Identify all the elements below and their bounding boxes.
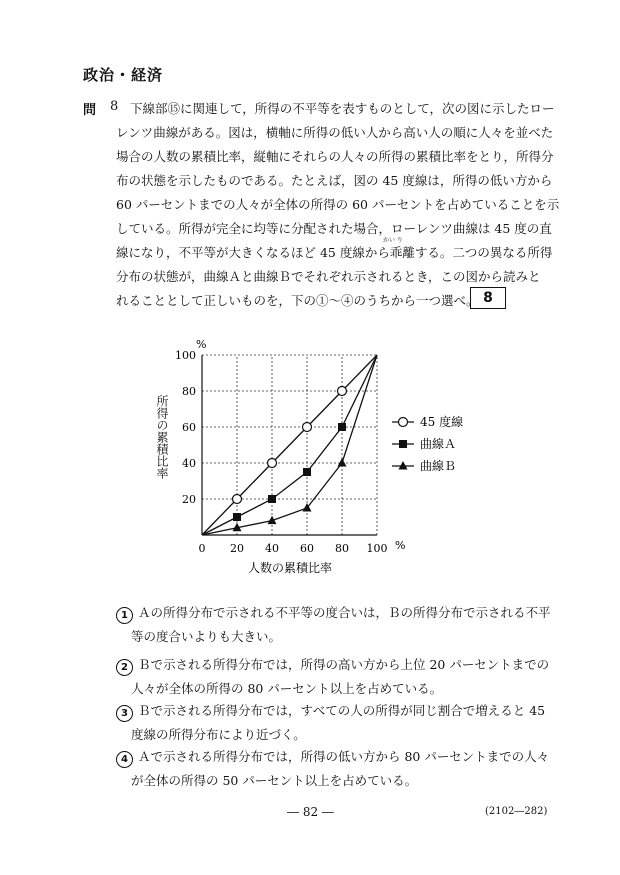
document-code: (2102―282) (485, 806, 548, 817)
question-line-9: れることとして正しいものを，下の①～④のうちから一つ選べ。 (116, 293, 479, 308)
chart-legend (392, 414, 463, 473)
data-point-circle (233, 495, 242, 504)
choice-circle-icon: 1 (116, 607, 133, 624)
series-line (202, 355, 377, 535)
choice-2-line-2: 人々が全体の所得の 80 パーセント以上を占めている。 (131, 681, 443, 696)
lorenz-chart (150, 330, 470, 580)
question-line-5: 60 パーセントまでの人々が全体の所得の 60 パーセントを占めていることを示 (116, 197, 560, 212)
y-axis-label: 所得の累積比率 (155, 395, 169, 479)
y-tick-label: 100 (175, 349, 196, 362)
chart-axes (175, 349, 388, 555)
y-tick-label: 20 (182, 493, 196, 506)
choice-1-line-1: Ａの所得分布で示される不平等の度合いは，Ｂの所得分布で示される不平 (138, 605, 551, 620)
legend-label: 曲線Ｂ (420, 459, 457, 473)
choice-circle-icon: 4 (116, 751, 133, 768)
question-line-1: 下線部⑮に関連して，所得の不平等を表すものとして，次の図に示したロー (130, 101, 555, 116)
x-tick-label: 20 (230, 542, 244, 555)
x-tick-label: 0 (198, 542, 206, 555)
legend-label: 曲線Ａ (420, 437, 457, 451)
question-line-4: 布の状態を示したものである。たとえば，図の 45 度線は，所得の低い方から (116, 173, 553, 188)
data-point-circle (338, 387, 347, 396)
data-point-circle (303, 423, 312, 432)
question-line-2: レンツ曲線がある。図は，横軸に所得の低い人から高い人の順に人々を並べた (116, 125, 554, 140)
question-line-3: 場合の人数の累積比率，縦軸にそれらの人々の所得の累積比率をとり，所得分 (116, 149, 554, 164)
choice-2-line-1: Ｂで示される所得分布では，所得の高い方から上位 20 パーセントまでの (138, 657, 550, 672)
choice-4-line-1: Ａで示される所得分布では，所得の低い方から 80 パーセントまでの人々 (138, 749, 550, 764)
chart-series (202, 355, 377, 535)
question-line-8: 分布の状態が，曲線Ａと曲線Ｂでそれぞれ示されるとき，この図から読みと (116, 269, 541, 284)
x-tick-label: 40 (265, 542, 279, 555)
choice-3-line-1: Ｂで示される所得分布では，すべての人の所得が同じ割合で増えると 45 (138, 703, 546, 718)
x-axis-unit: % (395, 539, 406, 552)
data-point-square (399, 440, 407, 448)
x-tick-label: 80 (335, 542, 349, 555)
question-label: 問 (83, 103, 97, 118)
question-line-6: している。所得が完全に均等に分配された場合，ローレンツ曲線は 45 度の直 (116, 221, 552, 236)
data-point-square (338, 423, 346, 431)
choice-number-1[interactable] (116, 603, 133, 624)
data-point-square (303, 468, 311, 476)
x-tick-label: 60 (300, 542, 314, 555)
data-point-square (233, 513, 241, 521)
answer-box: 8 (470, 287, 506, 309)
x-tick-label: 100 (366, 542, 388, 555)
y-tick-label: 40 (182, 457, 196, 470)
legend-label: 45 度線 (420, 415, 464, 429)
data-point-triangle (338, 458, 347, 467)
choice-4-line-2: が全体の所得の 50 パーセント以上を占めている。 (131, 773, 418, 788)
data-point-circle (268, 459, 277, 468)
question-number: 8 (110, 99, 119, 114)
choice-circle-icon: 2 (116, 659, 133, 676)
data-point-triangle (399, 461, 408, 470)
choice-number-2[interactable] (116, 655, 133, 676)
series-1 (202, 355, 377, 535)
choice-1-line-2: 等の度合いよりも大きい。 (131, 629, 282, 644)
section-title: 政治・経済 (83, 66, 164, 84)
page-number: ― 82 ― (287, 805, 334, 819)
data-point-square (268, 495, 276, 503)
y-axis-unit: % (196, 338, 207, 351)
choice-number-4[interactable] (116, 747, 133, 768)
y-tick-label: 80 (182, 385, 196, 398)
question-line-7: 線になり，不平等が大きくなるほど 45 度線から乖離する。二つの異なる所得 (116, 245, 553, 260)
data-point-circle (399, 418, 408, 427)
y-tick-label: 60 (182, 421, 196, 434)
choice-number-3[interactable] (116, 701, 133, 722)
choice-circle-icon: 3 (116, 705, 133, 722)
x-axis-label: 人数の累積比率 (247, 561, 333, 575)
choice-3-line-2: 度線の所得分布により近づく。 (131, 727, 306, 742)
ruby-reading: かい り (383, 237, 403, 244)
